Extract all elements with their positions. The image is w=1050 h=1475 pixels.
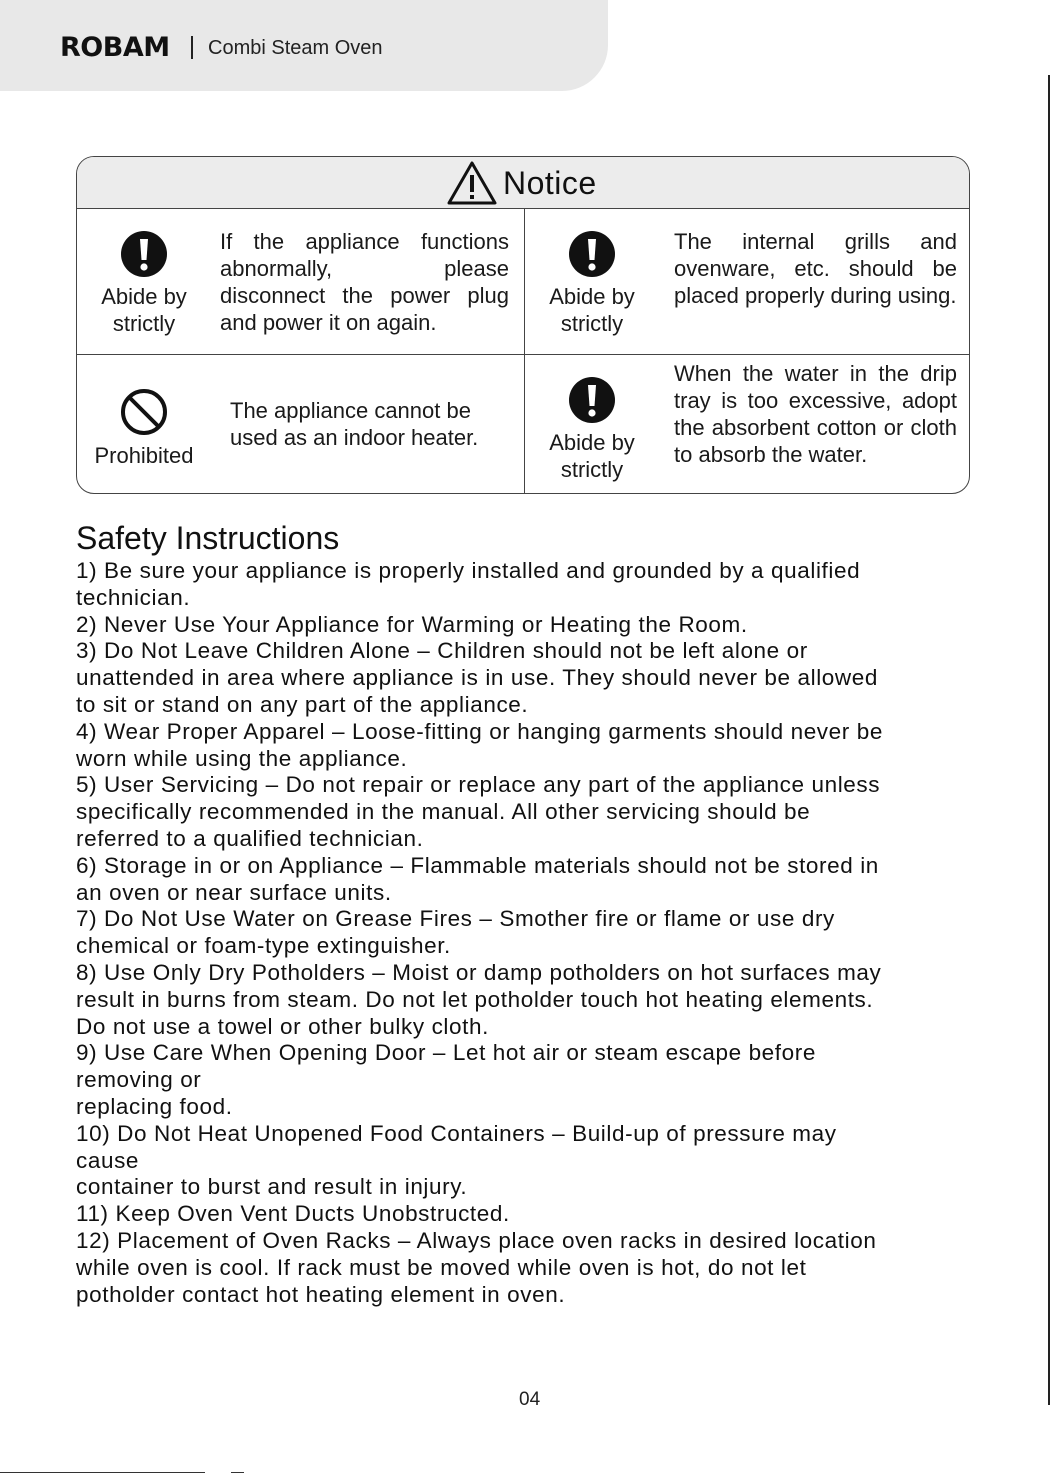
instruction-line: 3) Do Not Leave Children Alone – Children should not be left alone or	[76, 638, 808, 664]
instruction-line: 8) Use Only Dry Potholders – Moist or damp potholders on hot surfaces may	[76, 959, 882, 985]
instruction-line: specifically recommended in the manual. All other servicing should be	[76, 799, 811, 825]
instruction-line: removing or	[76, 1067, 202, 1093]
exclamation-icon	[569, 231, 615, 277]
instruction-line: an oven or near surface units.	[76, 879, 392, 905]
notice-cell-icon-1	[91, 231, 197, 337]
instruction-line: 5) User Servicing – Do not repair or replace any part of the appliance unless	[76, 772, 881, 798]
instruction-line: 2) Never Use Your Appliance for Warming or Heating the Room.	[76, 611, 748, 637]
instruction-line: Do not use a towel or other bulky cloth.	[76, 1013, 489, 1039]
instruction-line: 11) Keep Oven Vent Ducts Unobstructed.	[76, 1201, 510, 1227]
instruction-line: container to burst and result in injury.	[76, 1174, 468, 1200]
instruction-line: chemical or foam-type extinguisher.	[76, 933, 451, 959]
instruction-line: 6) Storage in or on Appliance – Flammable materials should not be stored in	[76, 852, 879, 878]
notice-header	[77, 157, 969, 209]
notice-cell-icon-4	[539, 377, 645, 483]
page-number: 04	[519, 1389, 541, 1410]
notice-label: Abide by strictly	[101, 284, 187, 336]
warning-triangle-icon	[447, 161, 497, 205]
instruction-line: 4) Wear Proper Apparel – Loose-fitting or hanging garments should never be	[76, 718, 883, 744]
instruction-line: replacing food.	[76, 1093, 233, 1119]
exclamation-icon	[121, 231, 167, 277]
notice-cell-icon-3	[91, 388, 197, 469]
footer-dash	[231, 1472, 244, 1473]
notice-text-1: If the appliance functions abnormally, please disconnect the power plug and power it on again.	[220, 229, 509, 335]
instruction-line: while oven is cool. If rack must be moved while oven is hot, do not let	[76, 1254, 807, 1280]
brand-separator	[191, 36, 193, 59]
notice-text-3: The appliance cannot be used as an indoor heater.	[230, 398, 479, 450]
instruction-line: 10) Do Not Heat Unopened Food Containers – Build-up of pressure may	[76, 1120, 837, 1146]
instruction-line: 12) Placement of Oven Racks – Always place oven racks in desired location	[76, 1227, 877, 1253]
instruction-line: 9) Use Care When Opening Door – Let hot air or steam escape before	[76, 1040, 816, 1066]
footer-rule	[0, 1472, 205, 1473]
notice-label: Prohibited	[94, 443, 194, 468]
section-title: Safety Instructions	[76, 520, 340, 556]
instruction-line: to sit or stand on any part of the appliance.	[76, 691, 529, 717]
brand-logo: ROBAM	[60, 32, 170, 63]
notice-title: Notice	[503, 164, 597, 201]
notice-label: Abide by strictly	[549, 284, 635, 336]
instruction-line: potholder contact hot heating element in oven.	[76, 1281, 566, 1307]
safety-instructions-list	[76, 558, 966, 1308]
instruction-line: 1) Be sure your appliance is properly installed and grounded by a qualified	[76, 558, 861, 583]
product-name: Combi Steam Oven	[208, 37, 383, 59]
prohibited-icon	[120, 388, 168, 436]
table-divider-vertical	[524, 208, 525, 494]
notice-text-4: When the water in the drip tray is too excessive, adopt the absorbent cotton or cloth to absorb the water.	[674, 361, 957, 467]
instruction-line: result in burns from steam. Do not let potholder touch hot heating elements.	[76, 986, 874, 1012]
notice-text-2: The internal grills and ovenware, etc. should be placed properly during using.	[674, 229, 957, 308]
exclamation-icon	[569, 377, 615, 423]
instruction-line: cause	[76, 1147, 140, 1173]
table-divider-horizontal	[77, 354, 969, 355]
notice-cell-icon-2	[539, 231, 645, 337]
notice-table	[76, 156, 970, 494]
instruction-line: 7) Do Not Use Water on Grease Fires – Smother fire or flame or use dry	[76, 906, 835, 932]
instruction-line: worn while using the appliance.	[76, 745, 408, 771]
instruction-line: referred to a qualified technician.	[76, 825, 424, 851]
instruction-line: technician.	[76, 584, 191, 610]
instruction-line: unattended in area where appliance is in use. They should never be allowed	[76, 665, 878, 691]
notice-label: Abide by strictly	[549, 430, 635, 482]
